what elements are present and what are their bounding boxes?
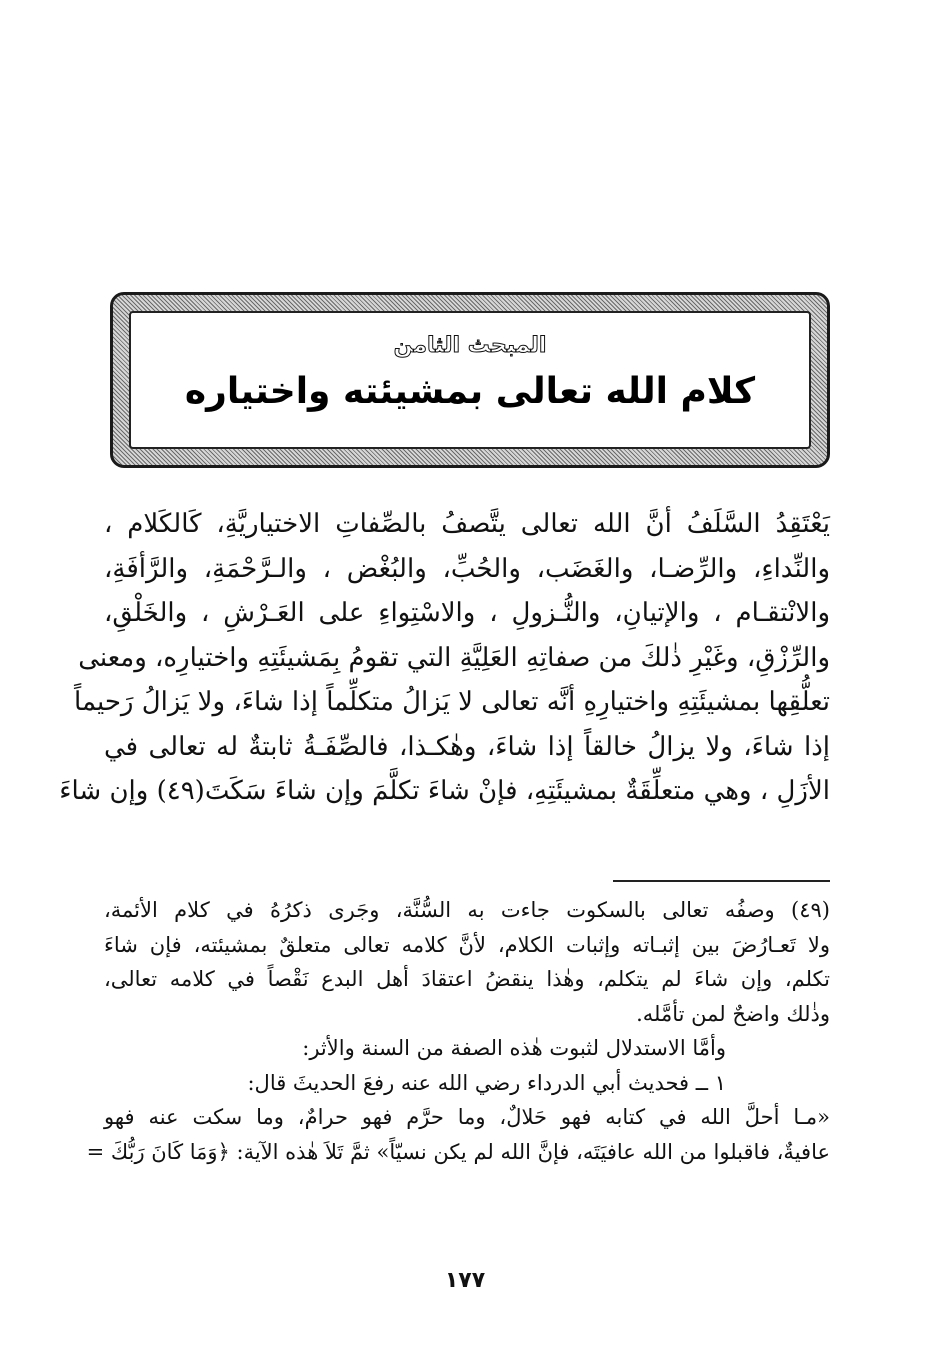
footnote-line: (٤٩) وصفُه تعالى بالسكوت جاءت به السُّنَّة، وجَرى ذكرُهُ في كلام الأئمة، bbox=[104, 898, 830, 922]
body-line: والرِّزْقِ، وغَيْرِ ذٰلكَ من صفاتِهِ العَلِيَّةِ التي تقومُ بِمَشيئَتِهِ واختيارِه، ومعنى bbox=[78, 642, 830, 673]
footnote-line: ١ ــ فحديث أبي الدرداء رضي الله عنه رفعَ الحديثَ قال: bbox=[247, 1070, 726, 1095]
title-box bbox=[129, 311, 811, 449]
section-subtitle: المبحث الثامن bbox=[393, 333, 547, 358]
page-number: ١٧٧ bbox=[444, 1268, 486, 1293]
body-line: الأزَلِ ، وهي متعلِّقَةٌ بمشيئَتِهِ، فإنْ شاءَ تكلَّمَ وإن شاءَ سَكَتَ(٤٩) وإن شاءَ bbox=[59, 776, 830, 806]
footnote-line: «مـا أحلَّ الله في كتابه فهو حَلالٌ، وما حرَّم فهو حرامٌ، وما سكت عنه فهو bbox=[104, 1105, 830, 1129]
footnote-line: ولا تَعـارُضَ بين إثبـاته وإثبات الكلام، لأنَّ كلامه تعالى متعلقٌ بمشيئته، فإن شاءَ bbox=[104, 932, 830, 957]
body-line: يَعْتَقِدُ السَّلَفُ أنَّ الله تعالى يتَّصفُ بالصِّفاتِ الاختياريَّةِ، كَالكَلام ، bbox=[104, 509, 830, 539]
body-line: والنِّداءِ، والرِّضـا، والغَضَب، والحُبِّ، والبُغْض ، والـرَّحْمَةِ، والرَّأفَةِ، bbox=[104, 553, 830, 584]
title-frame bbox=[110, 292, 830, 468]
body-line: والانْتقـام ، والإتيانِ، والنُّـزولِ ، والاسْتِواءِ على العَـرْشِ ، والخَلْقِ، bbox=[104, 598, 830, 628]
footnote-separator bbox=[613, 880, 830, 882]
body-paragraph bbox=[59, 502, 830, 814]
body-line: تعلُّقِها بمشيئَتِهِ واختيارِهِ أنَّه تعالى لا يَزالُ متكلِّماً إذا شاءَ، ولا يَزالُ رَحيماً bbox=[74, 687, 830, 717]
footnotes bbox=[86, 893, 830, 1169]
body-line: إذا شاءَ، ولا يزالُ خالقاً إذا شاءَ، وهٰكـذا، فالصِّفَـةُ ثابتةٌ له تعالى في bbox=[104, 731, 830, 762]
footnote-line: وذٰلك واضحٌ لمن تأمَّله. bbox=[636, 1001, 830, 1026]
section-title: كلام الله تعالى بمشيئته واختياره bbox=[184, 371, 756, 412]
footnote-line: وأمَّا الاستدلال لثبوت هٰذه الصفة من السنة والأثر: bbox=[302, 1036, 726, 1060]
footnote-line: تكلم، وإن شاءَ لم يتكلم، وهٰذا ينقضُ اعتقادَ أهل البدع نَقْصاً في كلامه تعالى، bbox=[104, 967, 830, 991]
footnote-line: عافيةٌ، فاقبلوا من الله عافيَتَه، فإنَّ الله لم يكن نسيّاً» ثمَّ تَلاَ هٰذه الآية: ﴿وَمَا كَانَ رَبُّكَ = bbox=[86, 1139, 830, 1164]
